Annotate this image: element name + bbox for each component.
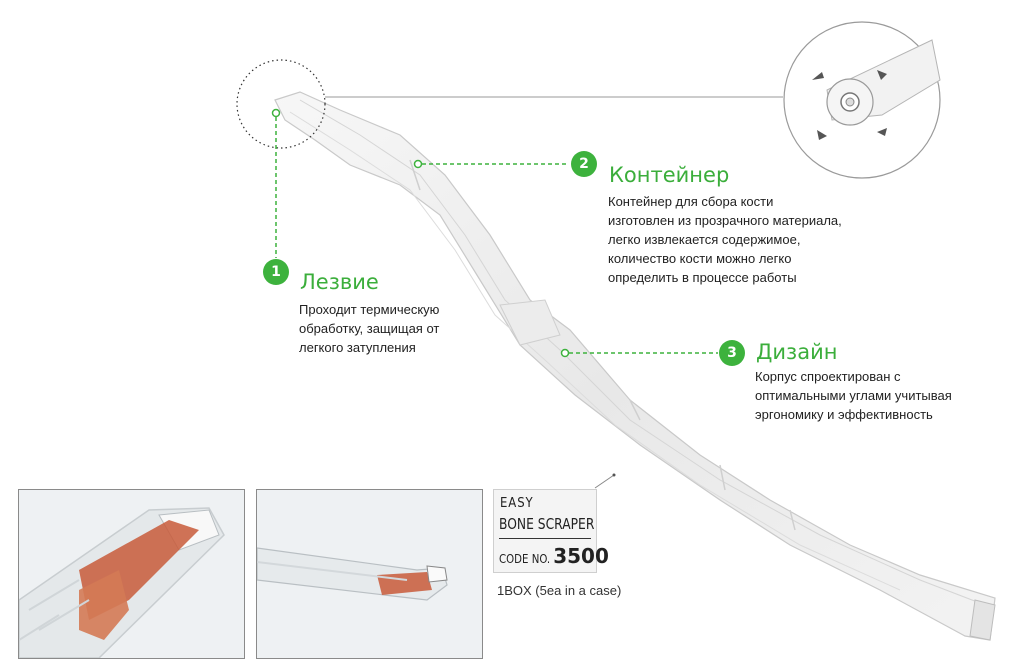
product-label [493,489,609,573]
product-code [499,544,609,568]
blade-rotation-inset [782,20,942,180]
callout-3-number: 3 [719,340,745,366]
callout-3-description: Корпус спроектирован с оптимальными углами учитывая эргономику и эффективность [755,369,952,422]
brand-line-2: BONE SCRAPER [499,515,595,533]
package-note: 1BOX (5ea in a case) [497,583,622,598]
callout-1-title: Лезвие [300,270,379,294]
bone-chips-closeup-photo [18,489,245,659]
callout-2-number: 2 [571,151,597,177]
callout-2-title: Контейнер [609,163,730,187]
scraper-tip-side-photo [256,489,483,659]
callout-1-number: 1 [263,259,289,285]
callout-2-description: Контейнер для сбора кости изготовлен из прозрачного материала, легко извлекается содержимое, количество кости можно легко определить в процессе работы [608,194,842,285]
brand-line-1: EASY [500,496,534,511]
callout-3-title: Дизайн [756,340,838,364]
callout-1-description: Проходит термическую обработку, защищая от легкого затупления [299,302,440,355]
code-number: 3500 [553,544,609,568]
label-divider [499,538,591,539]
code-label: CODE NO. [499,552,551,566]
